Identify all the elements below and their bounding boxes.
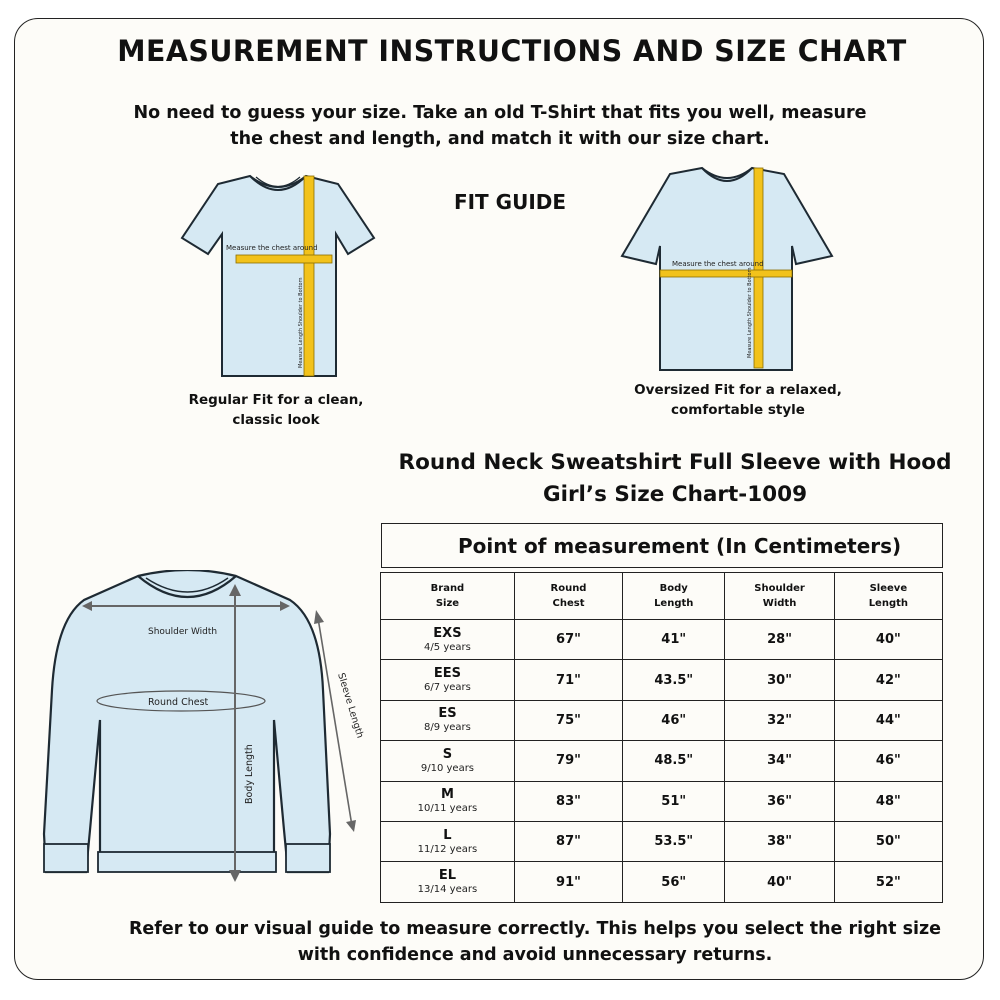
table-caption: Point of measurement (In Centimeters) <box>381 523 943 568</box>
sleeve-cell: 50" <box>834 821 942 861</box>
shoulder-cell: 38" <box>725 821 834 861</box>
size-cell: EL 13/14 years <box>381 862 515 902</box>
size-cell: L 11/12 years <box>381 821 515 861</box>
body-cell: 53.5" <box>623 821 725 861</box>
shoulder-cell: 36" <box>725 781 834 821</box>
shoulder-cell: 30" <box>725 660 834 700</box>
chest-cell: 71" <box>514 660 622 700</box>
fit-guide-label: FIT GUIDE <box>453 190 567 214</box>
body-cell: 41" <box>623 620 725 660</box>
size-cell: M 10/11 years <box>381 781 515 821</box>
body-cell: 56" <box>623 862 725 902</box>
body-cell: 46" <box>623 700 725 740</box>
shoulder-width-label: Shoulder Width <box>148 627 218 637</box>
oversized-fit-line-2: comfortable style <box>671 402 805 418</box>
regular-fit-line-1: Regular Fit for a clean, <box>188 392 364 408</box>
chest-cell: 79" <box>514 741 622 781</box>
sleeve-cell: 52" <box>834 862 942 902</box>
size-table <box>380 572 943 903</box>
body-cell: 51" <box>623 781 725 821</box>
shoulder-cell: 40" <box>725 862 834 902</box>
shoulder-cell: 28" <box>725 620 834 660</box>
oversized-fit-line-1: Oversized Fit for a relaxed, <box>634 382 842 398</box>
sleeve-cell: 40" <box>834 620 942 660</box>
chest-cell: 67" <box>514 620 622 660</box>
regular-fit-caption <box>176 390 376 430</box>
chest-cell: 75" <box>514 700 622 740</box>
measuring-tape-icon <box>304 176 314 376</box>
table-row <box>381 781 943 821</box>
product-line-2: Girl’s Size Chart-1009 <box>542 482 808 507</box>
header-brand-size: Brand Size <box>381 573 515 620</box>
sleeve-cell: 42" <box>834 660 942 700</box>
size-cell: EXS 4/5 years <box>381 620 515 660</box>
page-title: MEASUREMENT INSTRUCTIONS AND SIZE CHART <box>117 34 907 68</box>
regular-chest-label: Measure the chest around <box>226 244 318 252</box>
table-row <box>381 741 943 781</box>
size-cell: EES 6/7 years <box>381 660 515 700</box>
table-row <box>381 700 943 740</box>
body-cell: 48.5" <box>623 741 725 781</box>
intro-line-1: No need to guess your size. Take an old T-Shirt that fits you well, measure <box>133 103 867 123</box>
table-header-row <box>381 573 943 620</box>
shoulder-cell: 32" <box>725 700 834 740</box>
regular-tshirt-icon <box>178 168 378 383</box>
oversized-tshirt-icon <box>620 160 835 375</box>
oversized-chest-label: Measure the chest around <box>672 260 764 268</box>
round-chest-label: Round Chest <box>148 697 209 708</box>
chest-cell: 83" <box>514 781 622 821</box>
footer-line-1: Refer to our visual guide to measure correctly. This helps you select the right size <box>128 919 942 939</box>
shoulder-cell: 34" <box>725 741 834 781</box>
sleeve-cell: 44" <box>834 700 942 740</box>
product-line-1: Round Neck Sweatshirt Full Sleeve with Hood <box>398 450 952 475</box>
chest-cell: 91" <box>514 862 622 902</box>
intro-line-2: the chest and length, and match it with our size chart. <box>230 129 770 149</box>
table-row <box>381 862 943 902</box>
footer-text <box>110 916 960 968</box>
intro-text <box>100 100 900 152</box>
table-row <box>381 660 943 700</box>
body-cell: 43.5" <box>623 660 725 700</box>
product-heading <box>390 447 960 511</box>
sweatshirt-icon <box>38 570 368 890</box>
sleeve-length-label: Sleeve Length <box>335 671 366 740</box>
regular-length-label: Measure Length Shoulder to Bottom <box>298 277 304 368</box>
oversized-fit-caption <box>628 380 848 420</box>
footer-line-2: with confidence and avoid unnecessary returns. <box>297 945 773 965</box>
size-cell: S 9/10 years <box>381 741 515 781</box>
oversized-length-label: Measure Length Shoulder to Bottom <box>747 267 753 358</box>
header-round-chest: Round Chest <box>514 573 622 620</box>
table-row <box>381 821 943 861</box>
sleeve-cell: 46" <box>834 741 942 781</box>
header-shoulder-width: Shoulder Width <box>725 573 834 620</box>
size-cell: ES 8/9 years <box>381 700 515 740</box>
header-body-length: Body Length <box>623 573 725 620</box>
header-sleeve-length: Sleeve Length <box>834 573 942 620</box>
sleeve-cell: 48" <box>834 781 942 821</box>
body-length-label: Body Length <box>244 744 255 804</box>
table-row <box>381 620 943 660</box>
chest-cell: 87" <box>514 821 622 861</box>
regular-fit-line-2: classic look <box>232 412 320 428</box>
